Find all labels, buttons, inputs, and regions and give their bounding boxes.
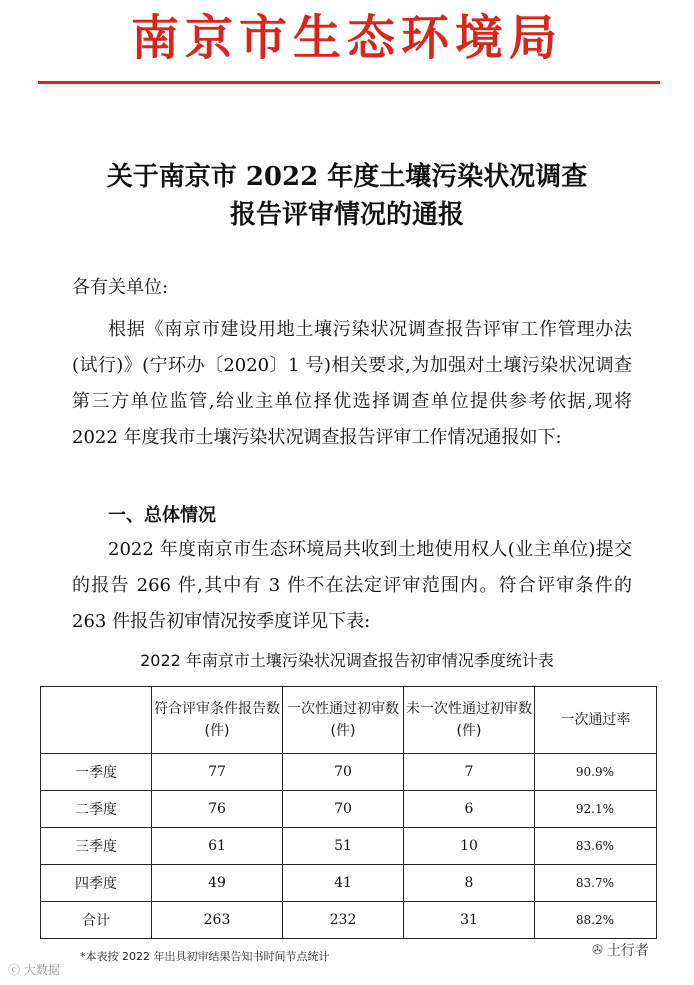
header-cell: 一次通过率	[535, 687, 657, 754]
table-header-row	[41, 687, 657, 754]
table-cell: 51	[283, 828, 404, 865]
table-cell: 70	[283, 754, 404, 791]
table-cell: 77	[152, 754, 283, 791]
table-cell: 92.1%	[535, 791, 657, 828]
row-label: 四季度	[41, 865, 152, 902]
paragraph-2: 2022 年度南京市生态环境局共收到土地使用权人(业主单位)提交的报告 266 件,其中有 3 件不在法定评审范围内。符合评审条件的 263 件报告初审情况按季度详见下表:	[72, 539, 632, 632]
title-line-1: 关于南京市 2022 年度土壤污染状况调查	[106, 162, 588, 192]
table-cell: 90.9%	[535, 754, 657, 791]
header-cell: 未一次性通过初审数(件)	[404, 687, 535, 754]
table-cell: 70	[283, 791, 404, 828]
table-cell: 8	[404, 865, 535, 902]
header-cell	[41, 687, 152, 754]
row-label: 合计	[41, 902, 152, 939]
paragraph-1: 根据《南京市建设用地土壤污染状况调查报告评审工作管理办法(试行)》(宁环办〔2020〕1 号)相关要求,为加强对土壤污染状况调查第三方单位监管,给业主单位择优选择调查单位提供参考依据,现将 2022 年度我市土壤污染状况调查报告评审工作情况通报如下:	[72, 319, 632, 448]
row-label: 二季度	[41, 791, 152, 828]
table-title: 2022 年南京市土壤污染状况调查报告初审情况季度统计表	[140, 651, 554, 670]
wechat-icon: ✇	[592, 942, 603, 958]
watermark-left-text: 大数据	[23, 963, 60, 977]
table-row	[41, 791, 657, 828]
table-cell: 31	[404, 902, 535, 939]
title-line-2: 报告评审情况的通报	[229, 200, 464, 230]
letterhead-title: 南京市生态环境局	[130, 10, 563, 66]
section-heading: 一、总体情况	[108, 505, 216, 526]
table-cell: 88.2%	[535, 902, 657, 939]
table-cell: 83.6%	[535, 828, 657, 865]
table-cell: 10	[404, 828, 535, 865]
table-row	[41, 865, 657, 902]
table-cell: 7	[404, 754, 535, 791]
watermark-right-text: 土行者	[606, 943, 649, 959]
table-cell: 61	[152, 828, 283, 865]
watermark-left	[8, 961, 60, 978]
table-cell: 6	[404, 791, 535, 828]
table-row	[41, 754, 657, 791]
table-row	[41, 828, 657, 865]
header-cell: 一次性通过初审数(件)	[283, 687, 404, 754]
watermark-right	[592, 940, 649, 960]
table-cell: 232	[283, 902, 404, 939]
letterhead-divider	[38, 81, 660, 84]
table-cell: 83.7%	[535, 865, 657, 902]
watermark-logo-icon: ⓒ	[8, 963, 21, 977]
document-title	[0, 158, 694, 234]
row-label: 一季度	[41, 754, 152, 791]
row-label: 三季度	[41, 828, 152, 865]
table-footnote: *本表按 2022 年出具初审结果告知书时间节点统计	[80, 950, 330, 963]
salutation: 各有关单位:	[72, 277, 169, 298]
table-cell: 76	[152, 791, 283, 828]
table-row	[41, 902, 657, 939]
table-cell: 41	[283, 865, 404, 902]
table-cell: 263	[152, 902, 283, 939]
statistics-table	[40, 686, 657, 939]
table-cell: 49	[152, 865, 283, 902]
header-cell: 符合评审条件报告数(件)	[152, 687, 283, 754]
